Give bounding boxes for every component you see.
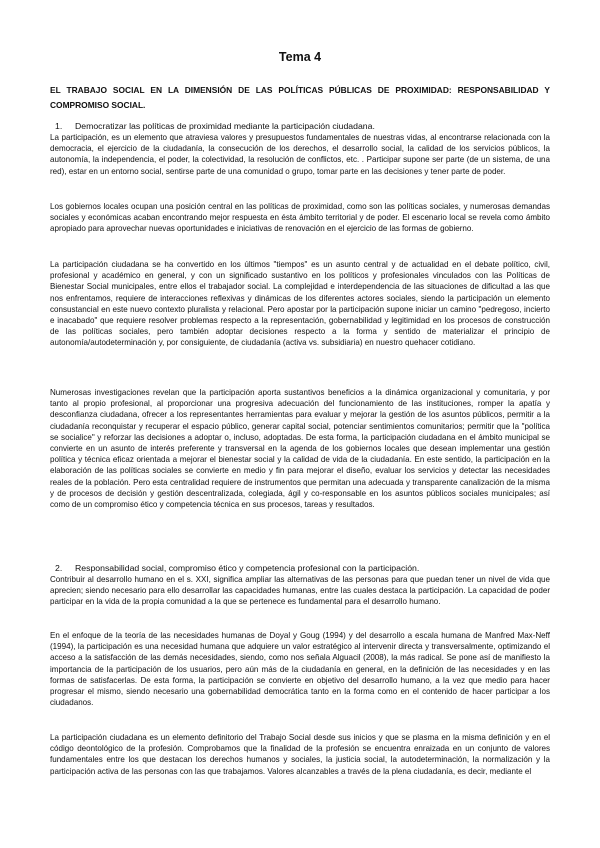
section-1-subheading [50,121,550,132]
paragraph-2-1: Contribuir al desarrollo humano en el s. XXI, significa ampliar las alternativas de las personas para que puedan tener un nivel de vida que aprecien; siendo necesario para ello desarrollar las capacidades humanas, entre las cuales destaca la participación. La capacidad de poder participar en la vida de la propia comunidad a la que se pertenece es fundamental para el desarrollo humano. [50,575,550,607]
section-2-subheading [50,563,550,574]
paragraph-1-4: Numerosas investigaciones revelan que la participación aporta sustantivos beneficios a la dinámica organizacional y comunitaria, y por tanto al propio profesional, al proporcionar una progresiva adecuación del funcionamiento de las instituciones, romper la apatía y desconfianza ciudadana, ofrecer a los representantes herramientas para evaluar y mejorar la gestión de los asuntos públicos, permitir a la ciudadanía reconquistar y recuperar el espacio público, generar capital social, potenciar sentimientos comunitarios; permitir que la "política se socialice" y reforzar las decisiones a adoptar o, incluso, adoptadas. De esta forma, la participación ciudadana en el ámbito municipal se convierte en un asunto de interés preferente y transversal en la agenda de los gobiernos locales que desean implementar una gestión política y técnica eficaz orientada a mejorar el bienestar social y la calidad de vida de la ciudadanía. En este sentido, la participación en la elaboración de las políticas sociales se convierte en medio y fin para mejorar el diseño, evaluar los servicios y detectar las necesidades reales de la población. Pero esta centralidad requiere de instrumentos que permitan una adecuada y transparente canalización de la misma y de procesos de decisión y gestión descentralizada, colegiada, ágil y co-responsable en los asuntos públicos sociales municipales; así como de un compromiso ético y competencia técnica en sus procesos, tareas y resultados. [50,388,550,510]
section-2-number: 2. [55,563,63,573]
paragraph-1-2: Los gobiernos locales ocupan una posición central en las políticas de proximidad, como son las políticas sociales, y numerosas demandas sociales y económicas acaban encontrando mejor respuesta en ésta ámbito territorial y de poder. El escenario local se revela como ámbito apropiado para aprovechar nuevas oportunidades e iniciativas de renovación en el ejercicio de las formas de gobierno. [50,202,550,234]
paragraph-2-3: La participación ciudadana es un elemento definitorio del Trabajo Social desde sus inicios y que se plasma en la misma definición y en el código deontológico de la profesión. Comprobamos que la finalidad de la profesión se encuentra enraizada en un conjunto de valores fundamentales entre los que destacan los derechos humanos y sociales, la justicia social, la autodeterminación, la normalización y la participación activa de las personas con las que trabajamos. Valores alcanzables a través de la plena ciudadanía, es decir, mediante el [50,733,550,776]
section-1-title: Democratizar las políticas de proximidad mediante la participación ciudadana. [75,121,375,131]
paragraph-1-1: La participación, es un elemento que atraviesa valores y presupuestos fundamentales de nuestras vidas, al encontrarse relacionada con la democracia, el ejercicio de la ciudadanía, la consecución de los derechos, el desarrollo social, la calidad de los servicios públicos, la autonomía, la independencia, el poder, la colectividad, la resolución de conflictos, etc. . Participar supone ser parte (de un sistema, de una red), estar en un entorno social, sentirse parte de una comunidad o grupo, tomar parte en las decisiones y tener parte de poder. [50,133,550,176]
section-2-title: Responsabilidad social, compromiso ético y competencia profesional con la participación. [75,563,420,573]
paragraph-2-2: En el enfoque de la teoría de las necesidades humanas de Doyal y Goug (1994) y del desarrollo a escala humana de Manfred Max-Neff (1994), la participación es una necesidad humana que adquiere un valor estratégico al intervenir directa y transversalmente, optimizando el acceso a la satisfacción de las demás necesidades, siendo, como nos señala Alguacil (2008), la más radical. Se pone así de manifiesto la importancia de la participación de los usuarios, pero aún más de la ciudadanía en general, en la definición de las necesidades y en las formas de satisfacerlas. De esta forma, la participación se convierte en objetivo del desarrollo humano, a la vez que medio para hacer progresar el mismo, siendo necesario una gobernabilidad democrática tanto en la forma como en el contenido de hacer participar a los ciudadanos. [50,631,550,708]
section-1-number: 1. [55,121,63,131]
paragraph-1-3: La participación ciudadana se ha convertido en los últimos "tiempos" es un asunto central y de actualidad en el debate político, civil, profesional y académico en general, y con un significado sustantivo en los políticos y profesionales vinculados con las Políticas de Bienestar Social municipales, entre ellos el trabajador social. La complejidad e interdependencia de las situaciones de dificultad a las que nos enfrentamos, requiere de interacciones reflexivas y dinámicas de los diferentes actores sociales, siendo la participación un elemento consustancial en este nuevo contexto pluralista y relacional. Pero apostar por la participación supone iniciar un camino "pedregoso, incierto e inacabado" que requiere resolver problemas respecto a la representación, gobernabilidad y legitimidad en los procesos de construcción de las políticas sociales, pero también adoptar decisiones respecto a la forma y sentido de materializar el principio de autonomía/autodeterminación y, por consiguiente, de ciudadanía (activa vs. subsidiaria) en nuestro quehacer cotidiano. [50,260,550,348]
section-heading: EL TRABAJO SOCIAL EN LA DIMENSIÓN DE LAS POLÍTICAS PÚBLICAS DE PROXIMIDAD: RESPONSABILIDAD Y COMPROMISO SOCIAL. [50,85,550,110]
page-title: Tema 4 [278,50,322,64]
